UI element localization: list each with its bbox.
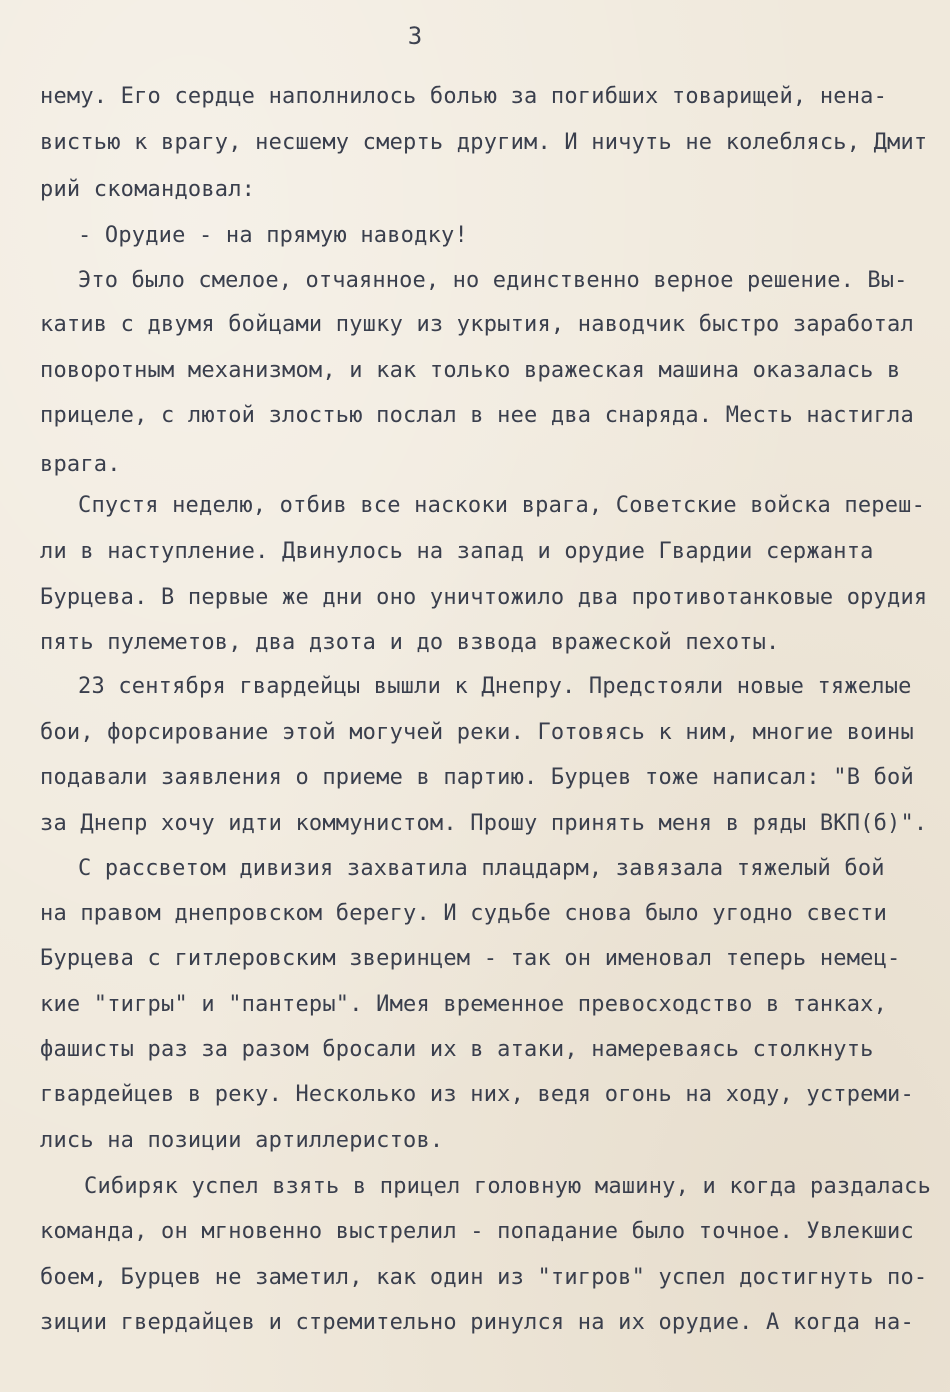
text-line: прицеле, с лютой злостью послал в нее два снаряда. Месть настигла	[40, 403, 914, 428]
text-line: Бурцева с гитлеровским зверинцем - так он именовал теперь немец-	[40, 946, 901, 971]
text-line: Бурцева. В первые же дни оно уничтожило два противотанковые орудия	[40, 585, 928, 610]
text-line: за Днепр хочу идти коммунистом. Прошу принять меня в ряды ВКП(б)".	[40, 811, 928, 836]
text-line: Сибиряк успел взять в прицел головную машину, и когда раздалась	[84, 1174, 932, 1199]
text-line: рий скомандовал:	[40, 177, 256, 202]
text-line: бои, форсирование этой могучей реки. Готовясь к ним, многие воины	[40, 720, 914, 745]
text-line: гвардейцев в реку. Несколько из них, ведя огонь на ходу, устреми-	[40, 1082, 914, 1107]
text-line: команда, он мгновенно выстрелил - попадание было точное. Увлекшис	[40, 1219, 914, 1244]
text-line: на правом днепровском берегу. И судьбе снова было угодно свести	[40, 901, 888, 926]
text-line: ли в наступление. Двинулось на запад и орудие Гвардии сержанта	[40, 539, 874, 564]
text-line: 23 сентября гвардейцы вышли к Днепру. Предстояли новые тяжелые	[78, 674, 912, 699]
page-number: 3	[407, 22, 423, 50]
text-line: пять пулеметов, два дзота и до взвода вражеской пехоты.	[40, 630, 780, 655]
text-line: нему. Его сердце наполнилось болью за погибших товарищей, нена-	[40, 84, 888, 109]
text-line: вистью к врагу, несшему смерть другим. И ничуть не колеблясь, Дмит	[40, 130, 928, 155]
text-line: врага.	[40, 452, 121, 477]
text-line: катив с двумя бойцами пушку из укрытия, наводчик быстро заработал	[40, 312, 914, 337]
text-line: кие "тигры" и "пантеры". Имея временное превосходство в танках,	[40, 992, 888, 1017]
text-line: поворотным механизмом, и как только вражеская машина оказалась в	[40, 358, 901, 383]
text-line: зиции гвердайцев и стремительно ринулся на их орудие. А когда на-	[40, 1310, 914, 1335]
text-line: Спустя неделю, отбив все наскоки врага, Советские войска переш-	[78, 493, 926, 518]
text-line: подавали заявления о приеме в партию. Бурцев тоже написал: "В бой	[40, 765, 914, 790]
text-line: боем, Бурцев не заметил, как один из "тигров" успел достигнуть по-	[40, 1265, 928, 1290]
text-line: - Орудие - на прямую наводку!	[78, 223, 468, 248]
text-line: С рассветом дивизия захватила плацдарм, завязала тяжелый бой	[78, 856, 885, 881]
text-line: Это было смелое, отчаянное, но единственно верное решение. Вы-	[78, 268, 908, 293]
text-line: лись на позиции артиллеристов.	[40, 1128, 444, 1153]
text-line: фашисты раз за разом бросали их в атаки, намереваясь столкнуть	[40, 1037, 874, 1062]
